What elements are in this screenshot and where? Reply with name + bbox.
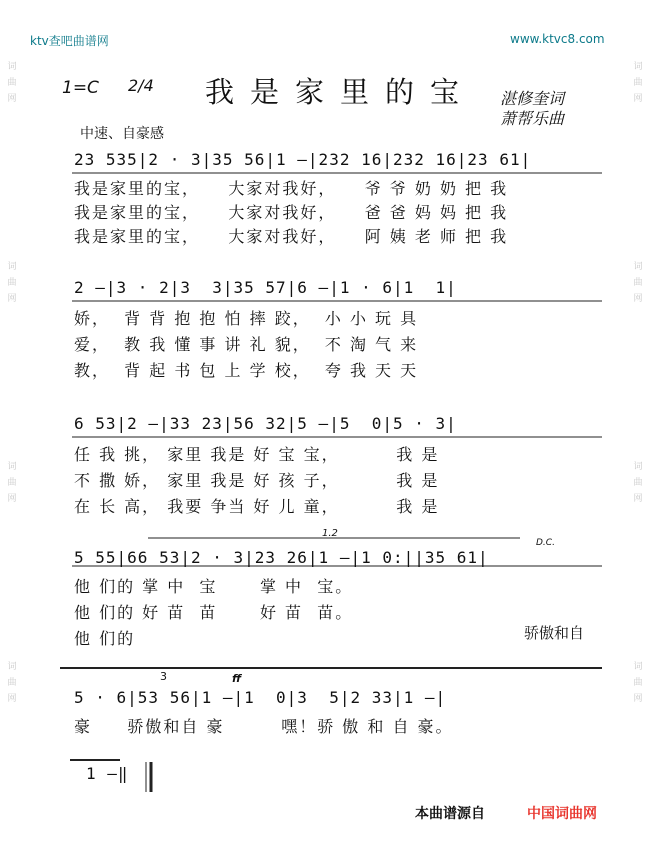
lyric-line-2-verse-3: 教， 背 起 书 包 上 学 校， 夸 我 天 天	[74, 361, 419, 380]
watermark-glyph: 词	[633, 462, 643, 472]
notation-line-6: 1 —‖	[86, 764, 129, 783]
lyric-line-5: 豪 骄傲和自 豪 嘿！骄 傲 和 自 豪。	[74, 717, 454, 736]
watermark-glyph: 曲	[633, 278, 643, 288]
lyric-line-2-verse-2: 爱， 教 我 懂 事 讲 礼 貌， 不 淘 气 来	[74, 335, 419, 354]
time-signature: 2/4	[128, 76, 154, 95]
watermark-glyph: 网	[633, 294, 643, 304]
lyric-line-3-verse-1: 任 我 挑， 家里 我是 好 宝 宝， 我 是	[74, 445, 440, 464]
dc-marking: D.C.	[536, 538, 555, 548]
watermark-glyph: 词	[633, 662, 643, 672]
lyric-line-2-verse-1: 娇， 背 背 抱 抱 怕 摔 跤， 小 小 玩 具	[74, 309, 419, 328]
watermark-glyph: 网	[7, 294, 17, 304]
watermark-glyph: 曲	[7, 678, 17, 688]
song-title: 我是家里的宝	[205, 75, 476, 109]
watermark-glyph: 网	[633, 94, 643, 104]
lyric-line-3-verse-3: 在 长 高， 我要 争当 好 儿 童， 我 是	[74, 497, 440, 516]
watermark-glyph: 词	[633, 262, 643, 272]
watermark-glyph: 网	[7, 694, 17, 704]
notation-line-2: 2 —|3 · 2|3 3|35 57|6 —|1 · 6|1 1|	[74, 278, 457, 297]
watermark-glyph: 曲	[7, 78, 17, 88]
lyric-line-1-verse-1: 我是家里的宝， 大家对我好， 爷 爷 奶 奶 把 我	[74, 179, 509, 198]
lyric-line-4-verse-3: 他 们的	[74, 629, 136, 648]
side-lyric-note: 骄傲和自	[524, 624, 585, 642]
footer-site-link[interactable]: 中国词曲网	[527, 806, 597, 822]
key-signature: 1=C	[62, 78, 99, 98]
notation-line-3: 6 53|2 —|33 23|56 32|5 —|5 0|5 · 3|	[74, 414, 457, 433]
triplet-mark: 3	[160, 670, 167, 683]
lyric-line-4-verse-1: 他 们的 掌 中 宝 掌 中 宝。	[74, 577, 354, 596]
watermark-glyph: 曲	[7, 478, 17, 488]
watermark-glyph: 网	[633, 494, 643, 504]
watermark-glyph: 词	[633, 62, 643, 72]
notation-line-5: 5 · 6|53 56|1 —|1 0|3 5|2 33|1 —|	[74, 688, 447, 707]
watermark-glyph: 曲	[633, 78, 643, 88]
lyricist-credit: 湛修奎词	[500, 89, 565, 108]
composer-credit: 萧帮乐曲	[500, 109, 565, 128]
volta-number: 1.2	[322, 528, 338, 539]
notation-line-4: 5 55|66 53|2 · 3|23 26|1 —|1 0:||35 61|	[74, 548, 489, 567]
watermark-glyph: 网	[7, 494, 17, 504]
watermark-glyph: 网	[633, 694, 643, 704]
header-site-link-left[interactable]: ktv查吧曲谱网	[30, 34, 109, 48]
dynamic-mark: ff	[232, 672, 242, 685]
watermark-glyph: 词	[7, 462, 17, 472]
watermark-glyph: 词	[7, 262, 17, 272]
watermark-glyph: 曲	[633, 678, 643, 688]
watermark-glyph: 网	[7, 94, 17, 104]
lyric-line-1-verse-2: 我是家里的宝， 大家对我好， 爸 爸 妈 妈 把 我	[74, 203, 509, 222]
lyric-line-1-verse-3: 我是家里的宝， 大家对我好， 阿 姨 老 师 把 我	[74, 227, 509, 246]
watermark-glyph: 曲	[633, 478, 643, 488]
header-site-link-right[interactable]: www.ktvc8.com	[510, 32, 605, 46]
tempo-marking: 中速、自豪感	[80, 126, 164, 142]
lyric-line-4-verse-2: 他 们的 好 苗 苗 好 苗 苗。	[74, 603, 354, 622]
watermark-glyph: 曲	[7, 278, 17, 288]
watermark-glyph: 词	[7, 62, 17, 72]
notation-line-1: 23 535|2 · 3|35 56|1 —|232 16|232 16|23 61|	[74, 150, 532, 169]
watermark-glyph: 词	[7, 662, 17, 672]
footer-source-label: 本曲谱源自	[415, 806, 485, 822]
lyric-line-3-verse-2: 不 撒 娇， 家里 我是 好 孩 子， 我 是	[74, 471, 440, 490]
